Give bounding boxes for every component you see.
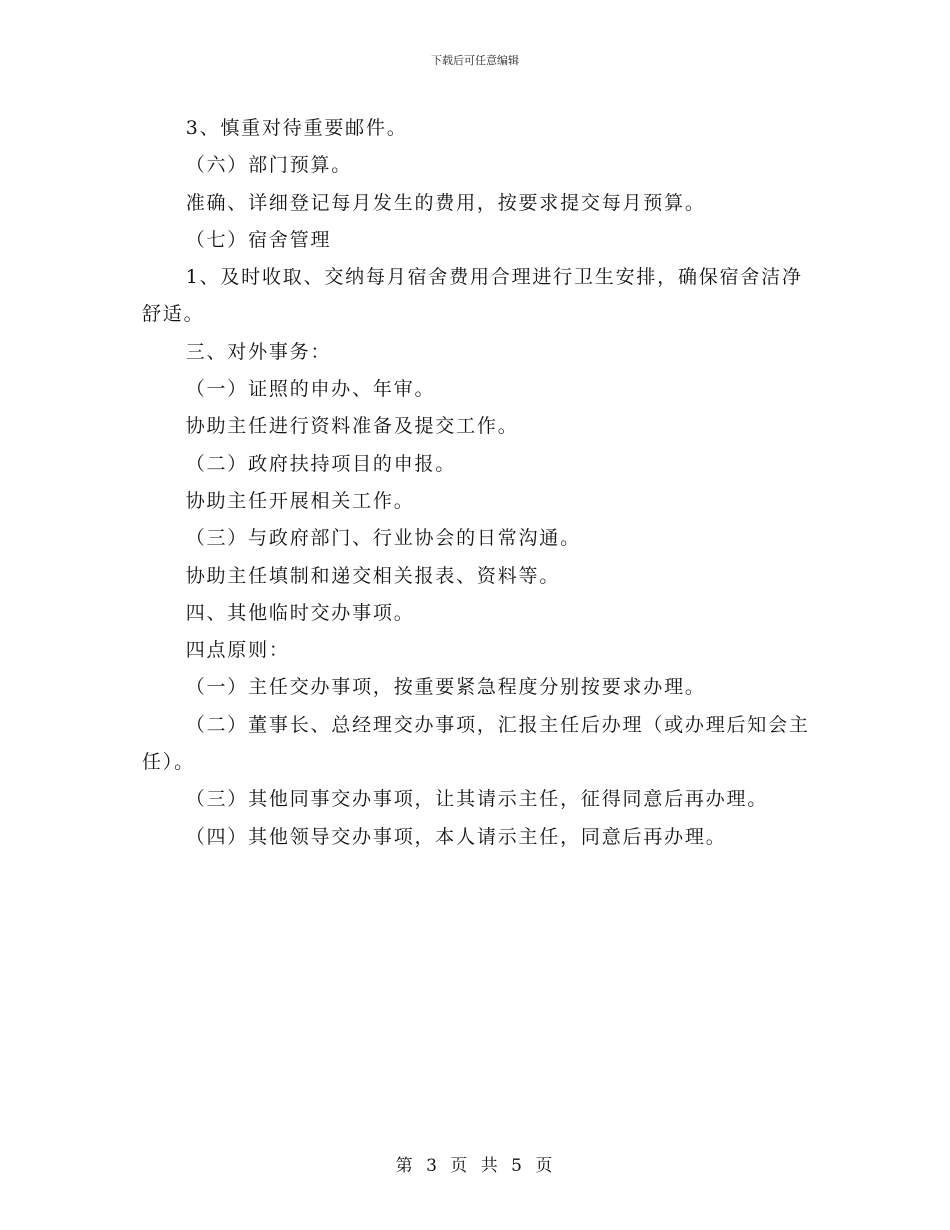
- paragraph: （一）主任交办事项，按重要紧急程度分别按要求办理。: [185, 676, 706, 699]
- paragraph: 三、对外事务：: [185, 340, 332, 363]
- paragraph: 准确、详细登记每月发生的费用，按要求提交每月预算。: [185, 191, 706, 214]
- current-page-number: 3: [426, 1156, 439, 1176]
- paragraph: 协助主任开展相关工作。: [185, 489, 415, 512]
- footer-suffix: 页: [535, 1156, 555, 1176]
- document-body: [142, 110, 812, 856]
- paragraph: 协助主任填制和递交相关报表、资料等。: [185, 564, 561, 587]
- paragraph: （三）其他同事交办事项，让其请示主任，征得同意后再办理。: [185, 788, 769, 811]
- paragraph: 3、慎重对待重要邮件。: [185, 117, 408, 139]
- paragraph: （四）其他领导交办事项，本人请示主任，同意后再办理。: [185, 825, 727, 848]
- footer-page-word: 页: [450, 1156, 470, 1176]
- footer-total-word: 共: [480, 1156, 500, 1176]
- paragraph: （三）与政府部门、行业协会的日常沟通。: [185, 527, 581, 550]
- footer-prefix: 第: [395, 1156, 415, 1176]
- page-header: 下载后可任意编辑: [431, 54, 519, 67]
- paragraph: 1、及时收取、交纳每月宿舍费用合理进行卫生安排，确保宿舍洁净舒适。: [142, 266, 803, 326]
- paragraph: （一）证照的申办、年审。: [185, 378, 436, 401]
- page-footer: [0, 1156, 950, 1176]
- total-page-count: 5: [511, 1156, 524, 1176]
- paragraph: 四点原则：: [185, 639, 290, 662]
- paragraph: （二）董事长、总经理交办事项，汇报主任后办理（或办理后知会主任）。: [142, 713, 810, 774]
- paragraph: （二）政府扶持项目的申报。: [185, 452, 457, 475]
- paragraph: （六）部门预算。: [185, 154, 353, 177]
- paragraph: （七）宿舍管理: [185, 228, 332, 251]
- paragraph: 协助主任进行资料准备及提交工作。: [185, 415, 519, 438]
- paragraph: 四、其他临时交办事项。: [185, 601, 415, 624]
